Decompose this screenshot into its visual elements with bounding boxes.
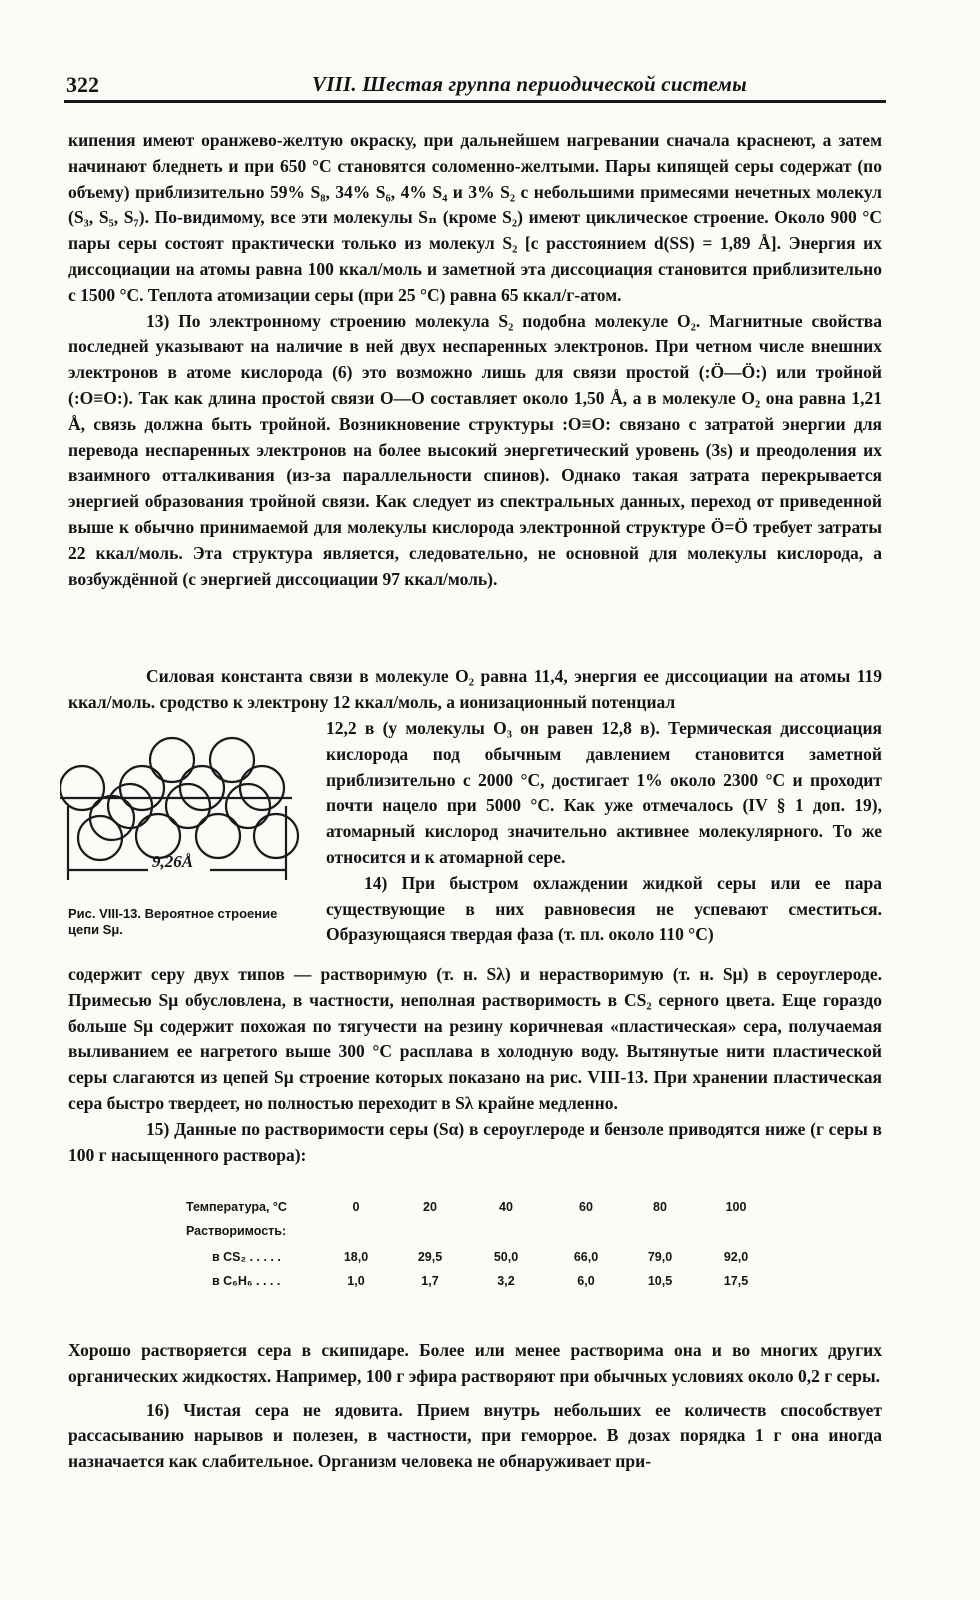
table-row-label: в C₆H₆ . . . . <box>212 1274 281 1288</box>
page-header <box>64 68 886 103</box>
paragraph-force-constant-start: Силовая константа связи в молекуле O₂ равна 11,4, энергия ее диссоциации на атомы 119 ккал/моль. сродство к электрону 12 ккал/моль, а ионизационный потенциал <box>68 666 882 712</box>
table-temp: 80 <box>653 1200 667 1214</box>
text-block-sulfur-types <box>68 962 882 1168</box>
text-block-force-constant <box>68 664 882 716</box>
table-row-label: в CS₂ . . . . . <box>212 1250 281 1264</box>
text-block-top <box>68 128 882 592</box>
sulfur-chain-diagram <box>60 720 300 900</box>
text-beside-figure <box>326 716 882 948</box>
table-cell: 3,2 <box>497 1274 515 1288</box>
paragraph-note-14-cont: содержит серу двух типов — растворимую (т. н. Sλ) и нерастворимую (т. н. Sμ) в сероуглероде. Примесью Sμ обусловлена, в частности, неполная растворимость в CS₂ серного цвета. Еще гораздо больше Sμ содержит похожая по тягучести на резину коричневая «пластическая» сера, получаемая выливанием ее нагретого выше 300 °С расплава в холодную воду. Вытянутые нити пластической серы слагаются из цепей Sμ строение которых показано на рис. VIII-13. При хранении пластическая сера быстро твердеет, но полностью переходит в Sλ крайне медленно. <box>68 964 882 1113</box>
table-cell: 92,0 <box>723 1250 749 1264</box>
table-temp: 100 <box>725 1200 747 1214</box>
paragraph-note-16: 16) Чистая сера не ядовита. Прием внутрь небольших ее количеств способствует рассасыванию нарывов и полезен, в частности, при геморрое. В дозах порядка 1 г она иногда назначается как слабительное. Организм человека не обнаруживает при- <box>68 1399 882 1472</box>
table-cell: 50,0 <box>493 1250 519 1264</box>
figure-caption: Рис. VIII-13. Вероятное строение цепи Sμ. <box>68 906 278 937</box>
table-cell: 1,0 <box>347 1274 365 1288</box>
table-cell: 29,5 <box>417 1250 443 1264</box>
text-block-bottom <box>68 1338 882 1475</box>
paragraph-turpentine: Хорошо растворяется сера в скипидаре. Более или менее растворима она и во многих других органических жидкостях. Например, 100 г эфира растворяют при обычных условиях около 0,2 г серы. <box>68 1340 882 1386</box>
dimension-label: 9,26Å <box>152 852 194 871</box>
table-cell: 1,7 <box>421 1274 439 1288</box>
running-title: VIII. Шестая группа периодической системы <box>312 72 747 96</box>
paragraph-note-14-start: 14) При быстром охлаждении жидкой серы или ее пара существующие в них равновесия не успевают сместиться. Образующаяся твердая фаза (т. пл. около 110 °С) <box>326 872 882 945</box>
paragraph-1: кипения имеют оранжево-желтую окраску, при дальнейшем нагревании сначала краснеют, а затем начинают бледнеть и при 650 °С становятся соломенно-желтыми. Пары кипящей серы содержат (по объему) приблизительно 59% S₈, 34% S₆, 4% S₄ и 3% S₂ с небольшими примесями нечетных молекул (S₃, S₅, S₇). По-видимому, все эти молекулы Sₙ (кроме S₂) имеют циклическое строение. Около 900 °С пары серы состоят практически только из молекул S₂ [с расстоянием d(SS) = 1,89 Å]. Энергия их диссоциации на атомы равна 100 ккал/моль и заметной эта диссоциация становится приблизительно с 1500 °С. Теплота атомизации серы (при 25 °С) равна 65 ккал/г-атом. <box>68 130 882 305</box>
table-cell: 10,5 <box>647 1274 673 1288</box>
table-temp: 0 <box>352 1200 360 1214</box>
paragraph-note-13: 13) По электронному строению молекула S₂ подобна молекуле O₂. Магнитные свойства последней указывают на наличие в ней двух неспаренных электронов. При четном числе внешних электронов в атоме кислорода (6) это возможно лишь для связи простой (:Ö—Ö:) или тройной (:O≡O:). Так как длина простой связи O—O составляет около 1,50 Å, а в молекуле O₂ она равна 1,21 Å, связь должна быть тройной. Возникновение структуры :O≡O: связано с затратой энергии для перевода неспаренных электронов на более высокий энергетический уровень (3s) и преодоления их взаимного отталкивания (из-за параллельности спинов). Однако такая затрата перекрывается энергией образования тройной связи. Как следует из спектральных данных, переход от приведенной выше к обычно принимаемой для молекулы кислорода электронной структуре Ö=Ö требует затраты 22 ккал/моль. Эта структура является, следовательно, не основной для молекулы кислорода, а возбуждённой (с энергией диссоциации 97 ккал/моль). <box>68 310 882 589</box>
table-cell: 66,0 <box>573 1250 599 1264</box>
table-temp: 60 <box>579 1200 593 1214</box>
table-cell: 17,5 <box>723 1274 749 1288</box>
page-number: 322 <box>66 72 99 97</box>
table-cell: 18,0 <box>343 1250 369 1264</box>
table-temp: 20 <box>423 1200 437 1214</box>
table-section-label: Растворимость: <box>186 1224 287 1238</box>
table-cell: 6,0 <box>577 1274 595 1288</box>
paragraph-note-15: 15) Данные по растворимости серы (Sα) в сероуглероде и бензоле приводятся ниже (г серы в 100 г насыщенного раствора): <box>68 1118 882 1165</box>
paragraph-force-constant-cont: 12,2 в (у молекулы O₃ он равен 12,8 в). Термическая диссоциация кислорода под обычным давлением становится заметной приблизительно с 2000 °С, достигает 1% около 2300 °С и проходит почти нацело при 5000 °С. Как уже отмечалось (IV § 1 доп. 19), атомарный кислород значительно активнее молекулярного. То же относится и к атомарной сере. <box>326 718 882 867</box>
table-temp: 40 <box>499 1200 513 1214</box>
table-cell: 79,0 <box>647 1250 673 1264</box>
table-header-label: Температура, °С <box>186 1200 287 1214</box>
figure-sulfur-chain <box>60 720 300 950</box>
